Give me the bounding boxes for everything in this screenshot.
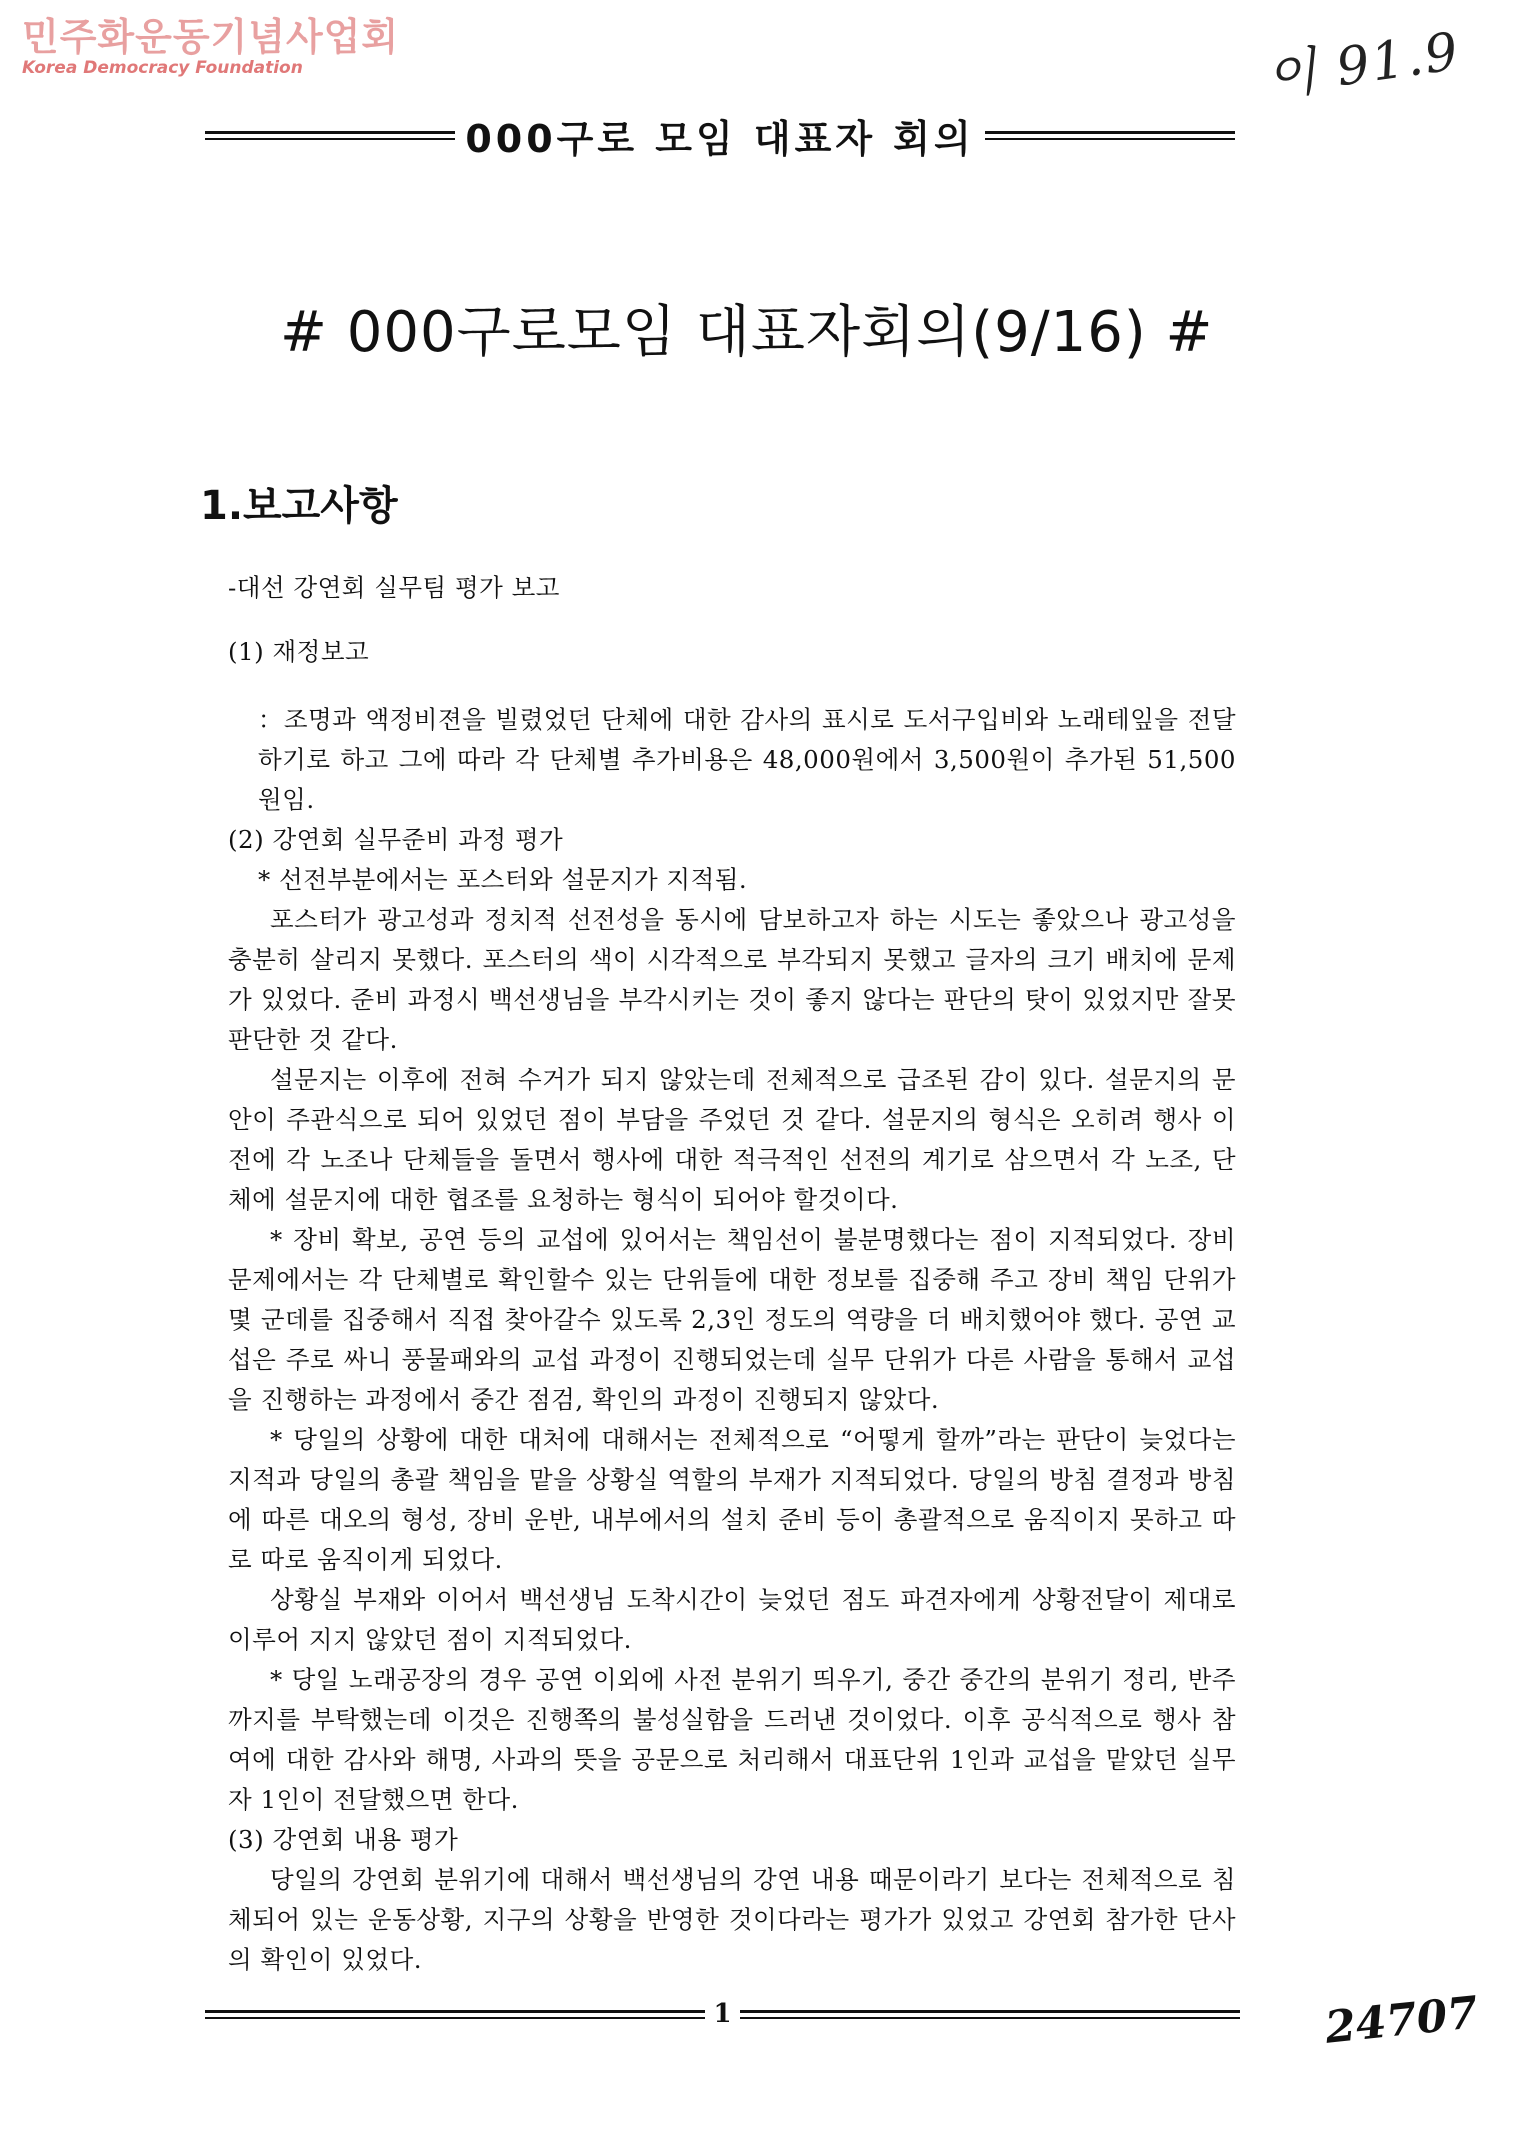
paragraph: * 당일의 상황에 대한 대처에 대해서는 전체적으로 “어떻게 할까”라는 판단이 늦었다는 지적과 당일의 총괄 책임을 맡을 상황실 역할의 부재가 지적되었다. 당일의 방침 결정과 방침에 따른 대오의 형성, 장비 운반, 내부에서의 설치 준비 등이 총괄적으로 움직이지 못하고 따로 따로 움직이게 되었다.: [228, 1425, 1236, 1574]
header-rule-left: [205, 131, 455, 140]
watermark-logo: [22, 15, 400, 78]
header-banner: [205, 108, 1235, 163]
footer-rule-right: [740, 2010, 1240, 2019]
paragraph: 설문지는 이후에 전혀 수거가 되지 않았는데 전체적으로 급조된 감이 있다. 설문지의 문안이 주관식으로 되어 있었던 점이 부담을 주었던 것 같다. 설문지의 형식은 오히려 행사 이전에 각 노조나 단체들을 돌면서 행사에 대한 적극적인 선전의 계기로 삼으면서 각 노조, 단체에 설문지에 대한 협조를 요청하는 형식이 되어야 할것이다.: [228, 1065, 1236, 1214]
intro-line: -대선 강연회 실무팀 평가 보고: [228, 573, 560, 602]
header-title: 000구로 모임 대표자 회의: [465, 117, 975, 161]
paragraph: 포스터가 광고성과 정치적 선전성을 동시에 담보하고자 하는 시도는 좋았으나 광고성을 충분히 살리지 못했다. 포스터의 색이 시각적으로 부각되지 못했고 글자의 크기 배치에 문제가 있었다. 준비 과정시 백선생님을 부각시키는 것이 좋지 않다는 판단의 탓이 있었지만 잘못 판단한 것 같다.: [228, 905, 1236, 1054]
subheading-preparation: (2) 강연회 실무준비 과정 평가: [228, 825, 564, 854]
paragraph: 당일의 강연회 분위기에 대해서 백선생님의 강연 내용 때문이라기 보다는 전체적으로 침체되어 있는 운동상황, 지구의 상황을 반영한 것이다라는 평가가 있었고 강연회 참가한 단사의 확인이 있었다.: [228, 1865, 1236, 1974]
header-rule-right: [985, 131, 1235, 140]
subheading-finance: (1) 재정보고: [228, 637, 370, 666]
watermark-korean: 민주화운동기념사업회: [22, 15, 400, 59]
watermark-english: Korea Democracy Foundation: [22, 58, 303, 78]
paragraph: ：조명과 액정비젼을 빌렸었던 단체에 대한 감사의 표시로 도서구입비와 노래테잎을 전달하기로 하고 그에 따라 각 단체별 추가비용은 48,000원에서 3,500원이 추가된 51,500원임.: [258, 705, 1236, 814]
footer-rule-left: [205, 2010, 705, 2019]
document-title: # 000구로모임 대표자회의(9/16) #: [280, 300, 1214, 365]
paragraph: * 장비 확보, 공연 등의 교섭에 있어서는 책임선이 불분명했다는 점이 지적되었다. 장비문제에서는 각 단체별로 확인할수 있는 단위들에 대한 정보를 집중해 주고 장비 책임 단위가 몇 군데를 집중해서 직접 찾아갈수 있도록 2,3인 정도의 역량을 더 배치했어야 했다. 공연 교섭은 주로 싸니 풍물패와의 교섭 과정이 진행되었는데 실무 단위가 다른 사람을 통해서 교섭을 진행하는 과정에서 중간 점검, 확인의 과정이 진행되지 않았다.: [228, 1225, 1236, 1414]
document-body: [228, 568, 1236, 1980]
section-heading: 1.보고사항: [200, 483, 398, 529]
handwritten-note-top: 이 91.9: [1262, 21, 1464, 109]
footer-banner: [205, 1999, 1240, 2029]
handwritten-note-bottom: 24707: [1322, 1987, 1481, 2054]
subheading-content: (3) 강연회 내용 평가: [228, 1825, 459, 1854]
paragraph: * 당일 노래공장의 경우 공연 이외에 사전 분위기 띄우기, 중간 중간의 분위기 정리, 반주까지를 부탁했는데 이것은 진행쪽의 불성실함을 드러낸 것이었다. 이후 공식적으로 행사 참여에 대한 감사와 해명, 사과의 뜻을 공문으로 처리해서 대표단위 1인과 교섭을 맡았던 실무자 1인이 전달했으면 한다.: [228, 1665, 1236, 1814]
paragraph: 상황실 부재와 이어서 백선생님 도착시간이 늦었던 점도 파견자에게 상황전달이 제대로 이루어 지지 않았던 점이 지적되었다.: [228, 1585, 1236, 1654]
page-number: 1: [713, 1999, 732, 2029]
paragraph: * 선전부분에서는 포스터와 설문지가 지적됨.: [258, 865, 748, 894]
